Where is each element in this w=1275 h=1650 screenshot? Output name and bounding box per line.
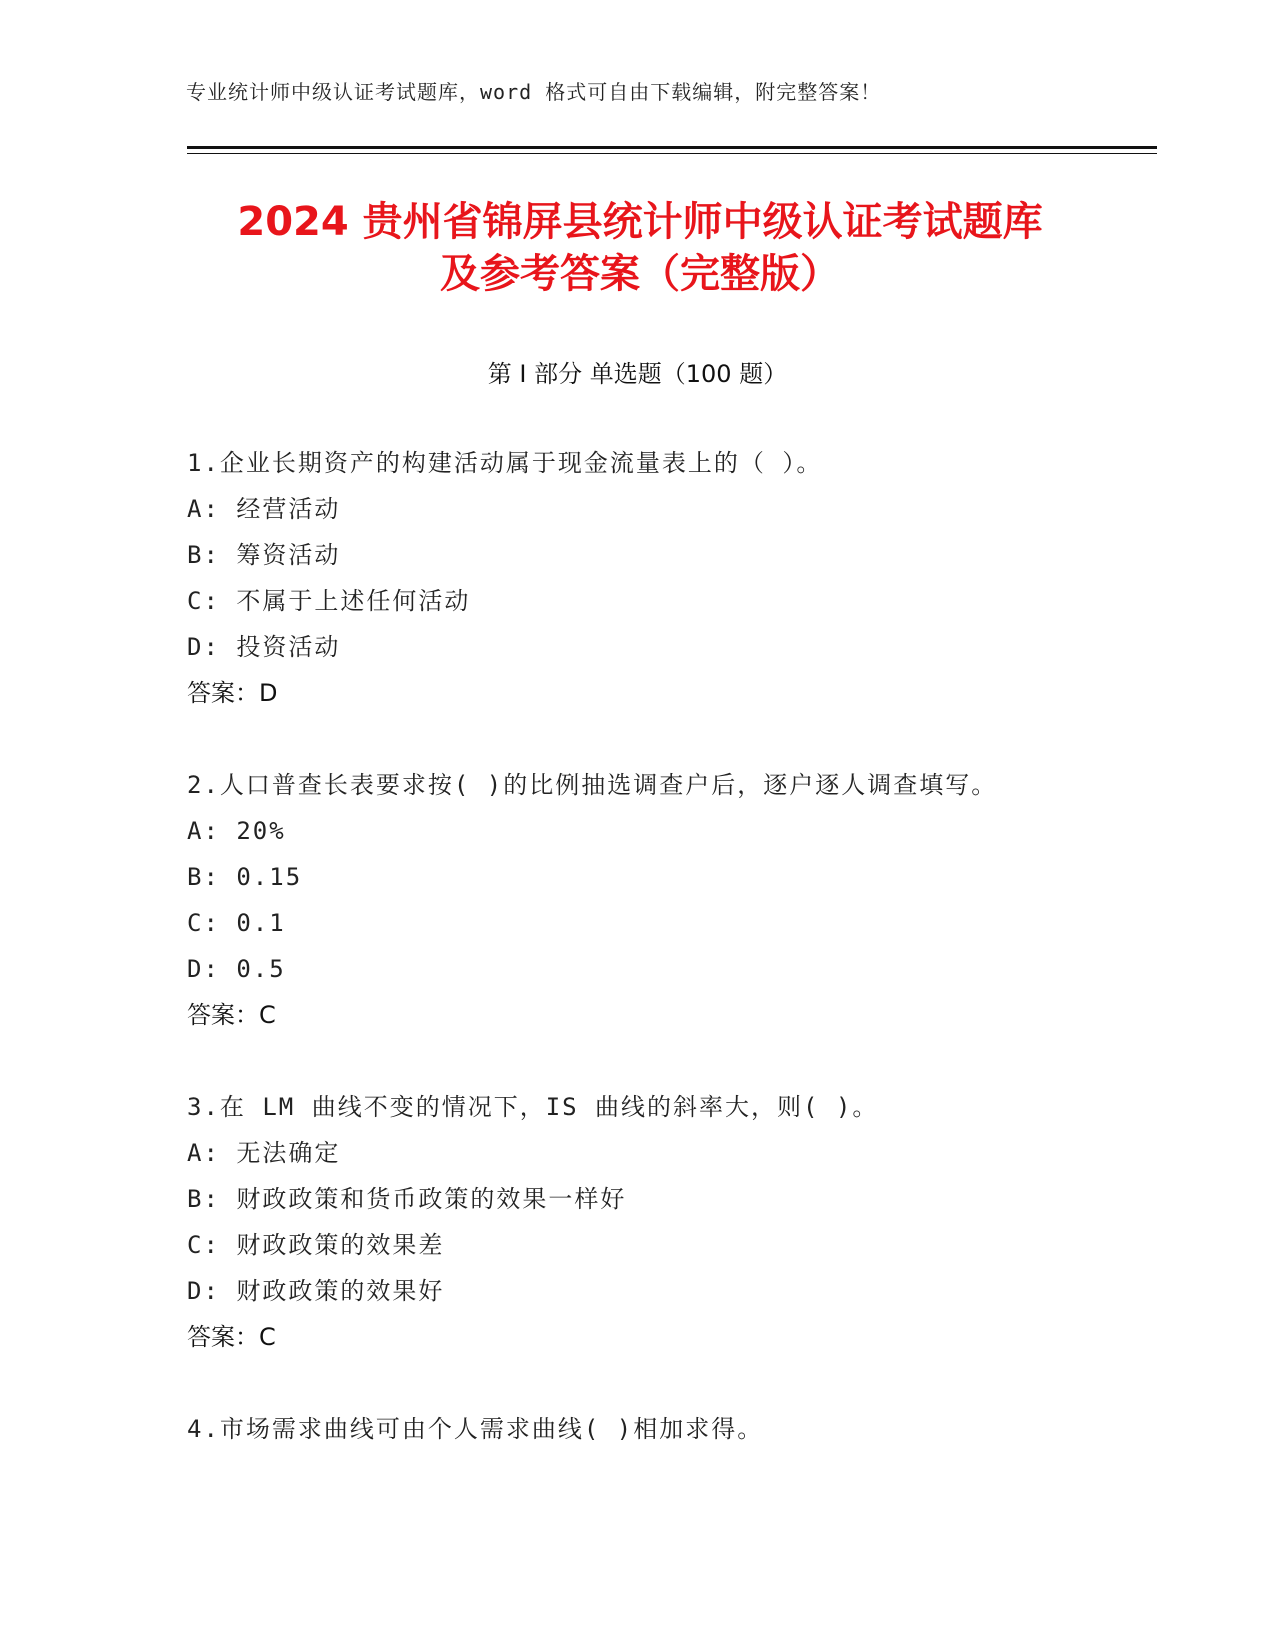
question-2 (187, 762, 1067, 1038)
document-title-line-2: 及参考答案（完整版） (440, 251, 840, 297)
option-c: C: 财政政策的效果差 (187, 1231, 445, 1259)
question-stem: 4.市场需求曲线可由个人需求曲线( )相加求得。 (187, 1415, 764, 1443)
answer: 答案：C (187, 1001, 276, 1029)
question-1 (187, 440, 1067, 716)
question-list (187, 440, 1067, 1498)
option-a: A: 无法确定 (187, 1139, 341, 1167)
header-rule-thick (187, 146, 1157, 149)
answer: 答案：D (187, 679, 278, 707)
document-title (120, 196, 1160, 300)
option-a: A: 经营活动 (187, 495, 341, 523)
option-b: B: 0.15 (187, 863, 303, 891)
header-rule-thin (187, 153, 1157, 154)
question-4 (187, 1406, 1067, 1452)
question-3 (187, 1084, 1067, 1360)
option-b: B: 财政政策和货币政策的效果一样好 (187, 1185, 627, 1213)
question-stem: 1.企业长期资产的构建活动属于现金流量表上的（ ）。 (187, 449, 823, 477)
answer: 答案：C (187, 1323, 276, 1351)
header-note: 专业统计师中级认证考试题库，word 格式可自由下载编辑，附完整答案！ (186, 80, 882, 104)
option-b: B: 筹资活动 (187, 541, 341, 569)
document-title-line-1: 2024 贵州省锦屏县统计师中级认证考试题库 (237, 199, 1043, 245)
option-d: D: 财政政策的效果好 (187, 1277, 445, 1305)
option-c: C: 0.1 (187, 909, 286, 937)
option-c: C: 不属于上述任何活动 (187, 587, 471, 615)
question-stem: 3.在 LM 曲线不变的情况下，IS 曲线的斜率大，则( )。 (187, 1093, 879, 1121)
option-d: D: 投资活动 (187, 633, 341, 661)
option-a: A: 20% (187, 817, 286, 845)
option-d: D: 0.5 (187, 955, 286, 983)
question-stem: 2.人口普查长表要求按( )的比例抽选调查户后，逐户逐人调查填写。 (187, 771, 998, 799)
section-title: 第 I 部分 单选题（100 题） (487, 360, 788, 388)
